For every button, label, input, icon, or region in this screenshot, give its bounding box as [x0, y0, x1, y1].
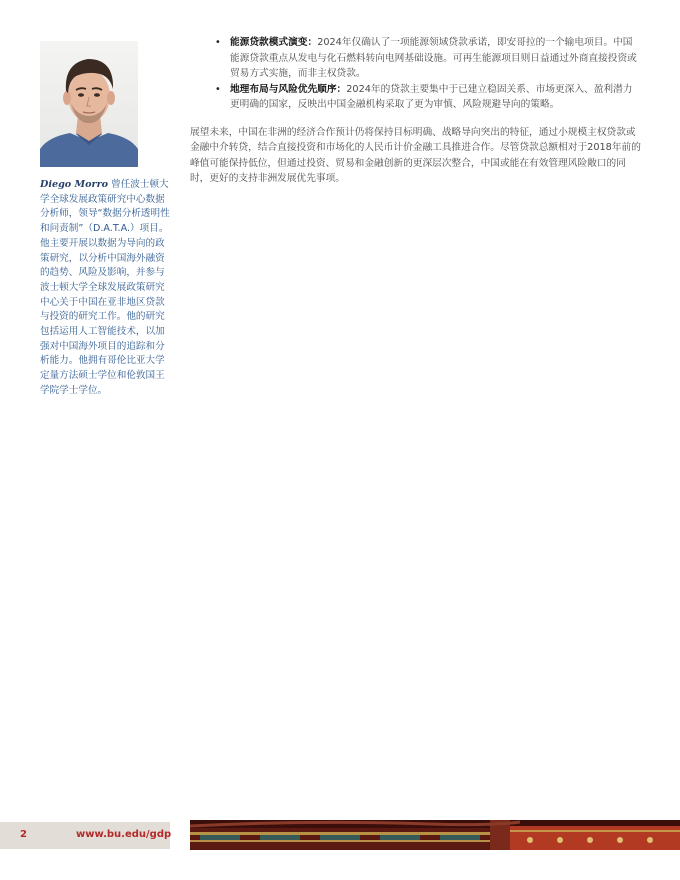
main-content: [190, 35, 642, 187]
bullet-item: [190, 82, 642, 113]
body-paragraph: 展望未来，中国在非洲的经济合作预计仍将保持目标明确、战略导向突出的特征，通过小规模主权贷款或金融中介转贷，结合直接投资和市场化的人民币计价金融工具推进合作。尽管贷款总额相对于2018年前的峰值可能保持低位，但通过投资、贸易和金融创新的更深层次整合，中国或能在有效管理风险敞口的同时，更好的支持非洲发展优先事项。: [190, 126, 641, 184]
bullet-dot-icon: •: [215, 37, 221, 48]
footer-temple-image: [190, 820, 680, 850]
author-name: Diego Morro: [40, 179, 109, 190]
bullet-item: [190, 35, 642, 82]
page-number: 2: [20, 829, 27, 840]
bullet-title: 能源贷款模式演变：: [230, 37, 318, 48]
author-bio-text: 曾任波士顿大学全球发展政策研究中心数据分析师，领导“数据分析透明性和问责制”（D.A.T.A.）项目。他主要开展以数据为导向的政策研究，以分析中国海外融资的趋势、风险及影响，并参与波士顿大学全球发展政策研究中心关于中国在亚非地区贷款与投资的研究工作。他的研究包括运用人工智能技术，以加强对中国海外项目的追踪和分析能力。他拥有哥伦比亚大学定量方法硕士学位和伦敦国王学院学士学位。: [40, 179, 170, 396]
bullet-text: 2024年的贷款主要集中于已建立稳固关系、市场更深入、盈利潜力更明确的国家，反映出中国金融机构采取了更为审慎、风险规避导向的策略。: [230, 83, 633, 110]
bullet-dot-icon: •: [215, 83, 221, 95]
bullet-title: 地理布局与风险优先顺序：: [230, 83, 347, 95]
bullet-list: [190, 35, 642, 113]
author-bio: [40, 178, 170, 399]
temple-roof-image: [190, 820, 680, 850]
footer-url-link[interactable]: www.bu.edu/gdp: [76, 829, 172, 840]
author-portrait-image: [40, 41, 138, 167]
author-photo: [40, 41, 138, 167]
bullet-text: 2024年仅确认了一项能源领域贷款承诺，即安哥拉的一个输电项目。中国能源贷款重点从发电与化石燃料转向电网基础设施。可再生能源项目则日益通过外商直接投资或贸易方式实施，而非主权贷款。: [230, 37, 637, 79]
